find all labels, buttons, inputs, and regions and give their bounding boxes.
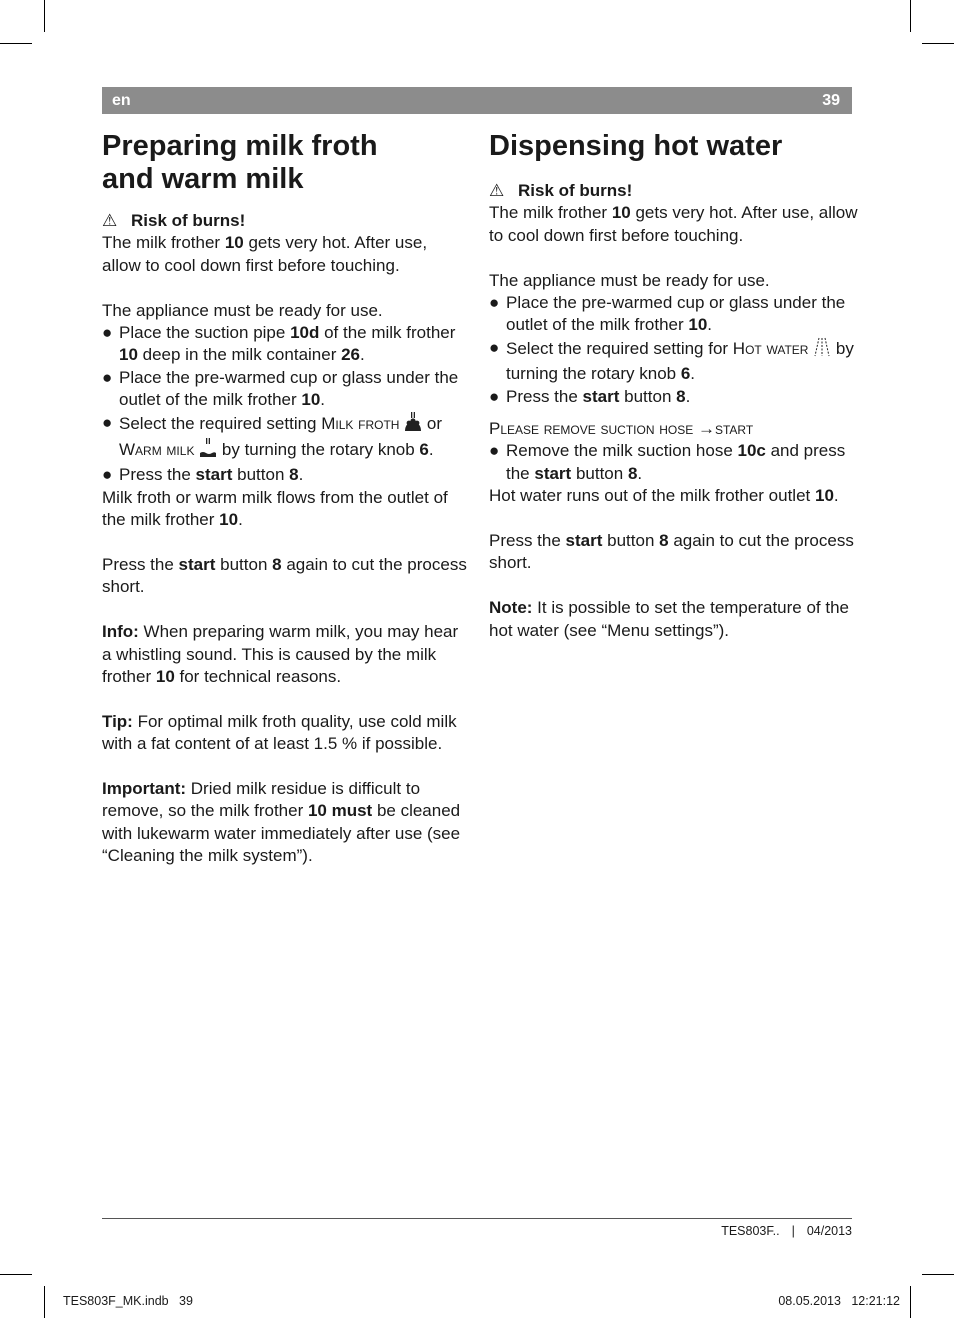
page-number: 39: [822, 92, 840, 109]
steps-list-2: [489, 440, 859, 485]
bullet-icon: ●: [489, 293, 500, 313]
important-paragraph: Important: Dried milk residue is difficult to remove, so the milk frother 10 must be cleaned with lukewarm water immediately after use (see “Cleaning the milk system”).: [102, 779, 461, 866]
ready-text: The appliance must be ready for use.: [102, 300, 383, 320]
warning-triangle-icon: ⚠: [489, 181, 505, 200]
language-code: en: [112, 92, 131, 109]
bullet-icon: ●: [102, 465, 113, 485]
list-item: ● Remove the milk suction hose 10c and press the start button 8.: [489, 441, 846, 483]
crop-mark: [910, 1286, 911, 1318]
right-column: [489, 130, 859, 642]
list-item: ● Select the required setting Milk froth or Warm milk by turning the rotary knob 6.: [102, 412, 467, 465]
flows-text: Milk froth or warm milk flows from the outlet of the milk frother 10.: [102, 487, 448, 530]
setting-hot-water: Hot water: [732, 338, 809, 358]
warm-milk-icon: [199, 438, 217, 464]
warning-text: The milk frother 10 gets very hot. After use, allow to cool down first before touching.: [489, 203, 858, 245]
tip-paragraph: Tip: For optimal milk froth quality, use cold milk with a fat content of at least 1.5 % if possible.: [102, 711, 457, 754]
bullet-icon: ●: [489, 337, 500, 357]
info-paragraph: Info: When preparing warm milk, you may hear a whistling sound. This is caused by the milk frother 10 for technical reasons.: [102, 622, 459, 687]
setting-milk-froth: Milk froth: [321, 413, 400, 433]
display-message: Please remove suction hose →start: [489, 419, 754, 439]
page-header-bar: [102, 87, 852, 114]
crop-mark: [922, 1274, 954, 1275]
warning-heading: ⚠ Risk of burns!: [489, 180, 859, 202]
section-title-hot-water: Dispensing hot water: [489, 130, 783, 162]
list-item: ● Select the required setting for Hot water by turning the rotary knob 6.: [489, 337, 854, 384]
footer-divider: [102, 1218, 852, 1219]
setting-warm-milk: Warm milk: [119, 440, 195, 460]
crop-mark: [922, 43, 954, 44]
milk-froth-icon: [404, 412, 422, 438]
list-item: ● Place the pre-warmed cup or glass under the outlet of the milk frother 10.: [102, 367, 459, 410]
list-item: ● Press the start button 8.: [489, 386, 859, 408]
footer-separator: |: [791, 1224, 795, 1238]
arrow-right-icon: →: [697, 419, 715, 439]
hot-water-icon: [813, 337, 831, 363]
press-start-text: Press the start button 8 again to cut the process short.: [102, 555, 467, 597]
footer-date: 04/2013: [806, 1224, 852, 1238]
bullet-icon: ●: [489, 441, 500, 461]
crop-mark: [0, 43, 32, 44]
list-item: ● Press the start button 8.: [102, 464, 467, 486]
note-paragraph: Note: It is possible to set the temperature of the hot water (see “Menu settings”).: [489, 598, 850, 640]
runs-text: Hot water runs out of the milk frother outlet 10.: [489, 486, 839, 506]
press-start-text: Press the start button 8 again to cut the process short.: [489, 531, 854, 573]
left-column: [102, 130, 467, 868]
crop-mark: [0, 1274, 32, 1275]
bullet-icon: ●: [102, 412, 113, 432]
section-title-milk-froth: Preparing milk froth and warm milk: [102, 130, 378, 195]
warning-text: The milk frother 10 gets very hot. After use, allow to cool down first before touching.: [102, 233, 428, 275]
list-item: ● Place the pre-warmed cup or glass under the outlet of the milk frother 10.: [489, 293, 846, 335]
warning-triangle-icon: ⚠: [102, 211, 118, 230]
crop-mark: [44, 1286, 45, 1318]
footer: [721, 1224, 852, 1238]
crop-mark: [44, 0, 45, 32]
bullet-icon: ●: [489, 386, 500, 406]
ready-text: The appliance must be ready for use.: [489, 270, 770, 290]
crop-mark: [910, 0, 911, 32]
footer-model: TES803F..: [721, 1224, 780, 1238]
print-slug-file: TES803F_MK.indb 39: [63, 1294, 193, 1308]
bullet-icon: ●: [102, 323, 113, 343]
list-item: ● Place the suction pipe 10d of the milk frother 10 deep in the milk container 26.: [102, 323, 456, 365]
bullet-icon: ●: [102, 367, 113, 387]
steps-list: [489, 292, 859, 408]
steps-list: [102, 322, 467, 487]
warning-heading: ⚠ Risk of burns!: [102, 210, 467, 232]
print-slug-timestamp: 08.05.2013 12:21:12: [778, 1294, 900, 1308]
